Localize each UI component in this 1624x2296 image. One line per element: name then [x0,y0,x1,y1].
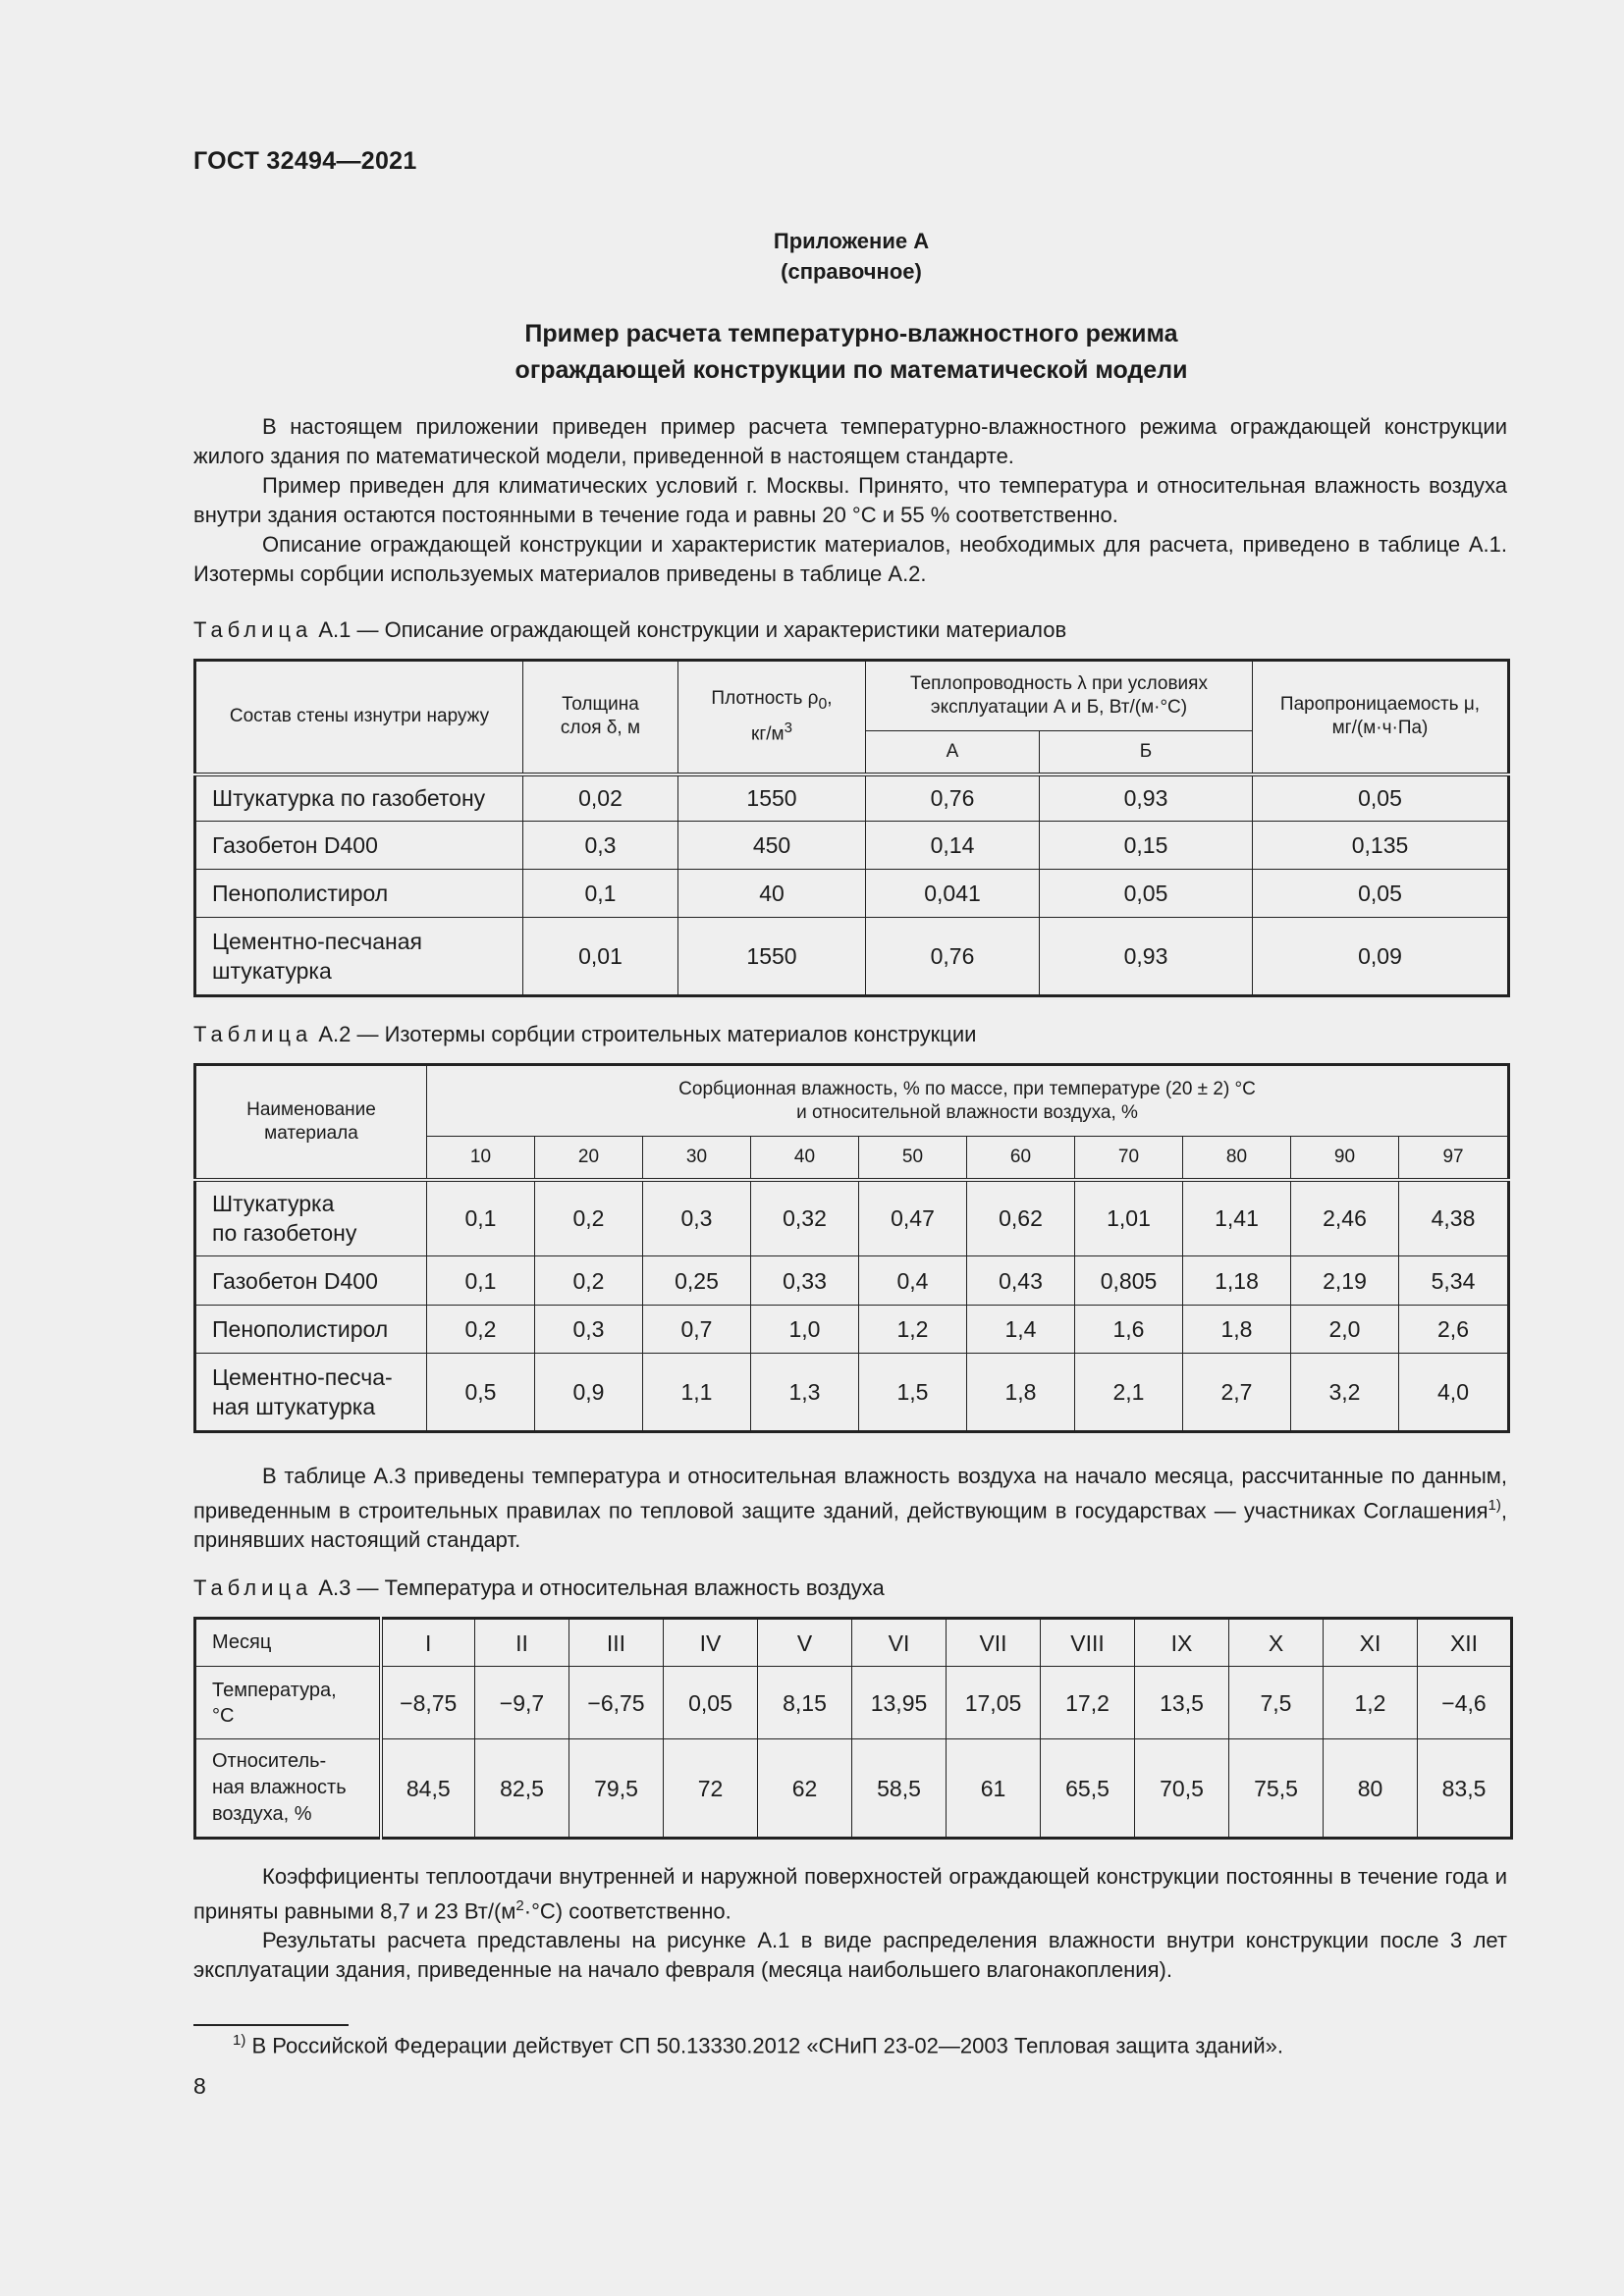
material-name [195,1180,427,1256]
header-permeability: Паропроницаемость μ, мг/(м·ч·Па) [1253,661,1509,774]
intro-paragraph-2: Пример приведен для климатических условий г. Москвы. Принято, что температура и относительная влажность воздуха внутри здания остаются постоянными в течение года и равны 20 °С и 55 % соответственно. [193,473,1507,527]
humidity-cell: 58,5 [852,1739,947,1839]
temperature-cell: 13,5 [1135,1667,1229,1739]
material-name: Пенополистирол [195,870,523,918]
temperature-cell: 17,05 [947,1667,1041,1739]
month-XII: XII [1418,1619,1512,1667]
sorption-cell: 1,8 [967,1354,1075,1432]
caption-word: Таблица [193,617,313,642]
sorption-cell: 1,2 [859,1306,967,1354]
label-humidity [195,1739,381,1839]
table-row [195,822,1509,870]
cell-cond-a: 0,76 [866,918,1040,996]
header-sorption [427,1065,1509,1137]
month-row [195,1619,1512,1667]
annex-type: (справочное) [781,259,922,284]
caption-word: Таблица [193,1575,313,1600]
cell-thickness: 0,02 [523,774,678,822]
header-composition: Состав стены изнутри наружу [195,661,523,774]
month-III: III [569,1619,664,1667]
month-IV: IV [664,1619,758,1667]
label-temperature-line-2: °С [212,1704,235,1727]
density-subscript: 0 [818,695,828,713]
sorption-cell: 0,2 [427,1306,535,1354]
annex-title [193,226,1509,287]
table-row [195,1306,1509,1354]
sorption-cell: 0,7 [643,1306,751,1354]
cell-cond-b: 0,15 [1040,822,1253,870]
sorption-cell: 2,1 [1075,1354,1183,1432]
sorption-cell: 1,3 [751,1354,859,1432]
header-rh-10: 10 [427,1137,535,1180]
table-a2-caption [193,1022,976,1047]
middle-paragraph [193,1462,1507,1555]
sorption-cell: 0,2 [535,1256,643,1306]
humidity-cell: 75,5 [1229,1739,1324,1839]
cell-thickness: 0,3 [523,822,678,870]
material-name [195,1354,427,1432]
sorption-cell: 1,01 [1075,1180,1183,1256]
sorption-cell: 1,5 [859,1354,967,1432]
closing-text [193,1862,1507,1985]
label-temperature [195,1667,381,1739]
table-a1 [193,659,1510,997]
header-rh-20: 20 [535,1137,643,1180]
material-name-line-2: ная штукатурка [212,1394,376,1419]
sorption-cell: 0,62 [967,1180,1075,1256]
sorption-cell: 5,34 [1399,1256,1509,1306]
label-humidity-line-2: ная влажность [212,1777,347,1798]
header-cond-b: Б [1040,731,1253,774]
cell-mu: 0,135 [1253,822,1509,870]
footnote [233,2032,1283,2058]
cell-density: 450 [678,822,866,870]
table-a1-caption [193,617,1066,643]
temperature-cell: −4,6 [1418,1667,1512,1739]
footnote-text: В Российской Федерации действует СП 50.13330.2012 «СНиП 23-02—2003 Тепловая защита зданий». [245,2033,1283,2058]
material-name-line-1: Цементно-песчаная [212,929,423,954]
humidity-cell: 62 [758,1739,852,1839]
temperature-cell: 0,05 [664,1667,758,1739]
header-material: Наименование материала [195,1065,427,1180]
humidity-cell: 84,5 [381,1739,475,1839]
table-row [195,918,1509,996]
cell-mu: 0,09 [1253,918,1509,996]
sorption-cell: 1,41 [1183,1180,1291,1256]
density-unit-sup: 3 [784,719,792,736]
header-rh-90: 90 [1291,1137,1399,1180]
material-name-line-1: Штукатурка [212,1191,335,1217]
cell-density: 1550 [678,774,866,822]
table-a2 [193,1063,1510,1433]
table-a3-caption [193,1575,885,1601]
page-number: 8 [193,2073,206,2099]
intro-text [193,412,1507,589]
intro-paragraph-1: В настоящем приложении приведен пример расчета температурно-влажностного режима ограждающей конструкции жилого здания по математической модели, приведенной в настоящем стандарте. [193,414,1507,468]
temperature-row [195,1667,1512,1739]
humidity-cell: 61 [947,1739,1041,1839]
middle-text-a: В таблице А.3 приведены температура и относительная влажность воздуха на начало месяца, рассчитанные по данным, приведенным в строительных правилах по тепловой защите зданий, действующим в государствах — участниках Соглашения [193,1464,1507,1523]
header-rh-70: 70 [1075,1137,1183,1180]
density-label: Плотность ρ [711,688,819,710]
material-name: Газобетон D400 [195,822,523,870]
humidity-cell: 79,5 [569,1739,664,1839]
material-name: Штукатурка по газобетону [195,774,523,822]
footnote-mark: 1) [233,2032,246,2049]
cell-mu: 0,05 [1253,870,1509,918]
material-name-line-2: штукатурка [212,958,332,984]
title-line-2: ограждающей конструкции по математической модели [514,356,1188,384]
material-name: Газобетон D400 [195,1256,427,1306]
sorption-cell: 1,6 [1075,1306,1183,1354]
sorption-cell: 0,4 [859,1256,967,1306]
header-conductivity: Теплопроводность λ при условиях эксплуатации А и Б, Вт/(м·°С) [866,661,1253,731]
table-a3 [193,1617,1513,1840]
sorption-cell: 2,46 [1291,1180,1399,1256]
sorption-cell: 0,1 [427,1256,535,1306]
title-line-1: Пример расчета температурно-влажностного режима [524,320,1178,347]
temperature-cell: 17,2 [1041,1667,1135,1739]
temperature-cell: −6,75 [569,1667,664,1739]
table-row [195,1180,1509,1256]
sorption-line-1: Сорбционная влажность, % по массе, при температуре (20 ± 2) °С [678,1078,1256,1099]
humidity-cell: 80 [1324,1739,1418,1839]
label-humidity-line-3: воздуха, % [212,1803,312,1825]
label-humidity-line-1: Относитель- [212,1750,327,1772]
temperature-cell: 1,2 [1324,1667,1418,1739]
sorption-cell: 0,3 [535,1306,643,1354]
sorption-cell: 0,2 [535,1180,643,1256]
header-rh-60: 60 [967,1137,1075,1180]
month-VII: VII [947,1619,1041,1667]
closing-text-b: ·°С) соответственно. [523,1898,731,1924]
sorption-cell: 2,7 [1183,1354,1291,1432]
caption-text: А.3 — Температура и относительная влажность воздуха [312,1575,885,1600]
sorption-cell: 0,47 [859,1180,967,1256]
material-name-line-2: по газобетону [212,1220,357,1247]
cell-cond-a: 0,14 [866,822,1040,870]
table-row [195,774,1509,822]
table-row [195,1256,1509,1306]
sorption-cell: 0,5 [427,1354,535,1432]
middle-text [193,1462,1507,1555]
temperature-cell: 7,5 [1229,1667,1324,1739]
header-rh-30: 30 [643,1137,751,1180]
sorption-cell: 0,1 [427,1180,535,1256]
sorption-cell: 2,0 [1291,1306,1399,1354]
month-I: I [381,1619,475,1667]
sorption-cell: 0,9 [535,1354,643,1432]
material-name: Пенополистирол [195,1306,427,1354]
closing-paragraph-1 [193,1862,1507,1926]
document-code: ГОСТ 32494—2021 [193,147,417,175]
humidity-cell: 83,5 [1418,1739,1512,1839]
temperature-cell: −9,7 [475,1667,569,1739]
sorption-cell: 0,32 [751,1180,859,1256]
header-rh-50: 50 [859,1137,967,1180]
caption-word: Таблица [193,1022,313,1046]
closing-text-a: Коэффициенты теплоотдачи внутренней и наружной поверхностей ограждающей конструкции постоянны в течение года и приняты равными 8,7 и 23 Вт/(м [193,1864,1507,1924]
density-unit: кг/м [751,723,785,745]
humidity-cell: 65,5 [1041,1739,1135,1839]
month-VIII: VIII [1041,1619,1135,1667]
sorption-cell: 1,8 [1183,1306,1291,1354]
sorption-cell: 0,43 [967,1256,1075,1306]
header-thickness: Толщина слоя δ, м [523,661,678,774]
temperature-cell: 13,95 [852,1667,947,1739]
intro-paragraph-3: Описание ограждающей конструкции и характеристик материалов, необходимых для расчета, приведено в таблице А.1. Изотермы сорбции используемых материалов приведены в таблице А.2. [193,532,1507,586]
temperature-cell: 8,15 [758,1667,852,1739]
caption-text: А.1 — Описание ограждающей конструкции и характеристики материалов [312,617,1067,642]
sorption-line-2: и относительной влажности воздуха, % [796,1101,1138,1123]
sorption-cell: 1,0 [751,1306,859,1354]
cell-cond-b: 0,93 [1040,918,1253,996]
header-rh-80: 80 [1183,1137,1291,1180]
month-X: X [1229,1619,1324,1667]
header-density [678,661,866,774]
sorption-cell: 0,3 [643,1180,751,1256]
middle-text-b: , принявших настоящий стандарт. [193,1498,1507,1553]
cell-cond-a: 0,76 [866,774,1040,822]
sorption-cell: 1,18 [1183,1256,1291,1306]
annex-label: Приложение А [773,229,930,253]
label-temperature-line-1: Температура, [212,1679,337,1701]
cell-cond-b: 0,93 [1040,774,1253,822]
footnote-ref: 1) [1488,1497,1501,1514]
material-name [195,918,523,996]
caption-text: А.2 — Изотермы сорбции строительных материалов конструкции [312,1022,977,1046]
month-V: V [758,1619,852,1667]
sorption-cell: 1,4 [967,1306,1075,1354]
sorption-cell: 1,1 [643,1354,751,1432]
month-IX: IX [1135,1619,1229,1667]
closing-sup: 2 [515,1897,524,1914]
sorption-cell: 0,33 [751,1256,859,1306]
density-comma: , [827,688,833,710]
label-month: Месяц [195,1619,381,1667]
table-row [195,1354,1509,1432]
cell-density: 40 [678,870,866,918]
header-rh-40: 40 [751,1137,859,1180]
humidity-cell: 82,5 [475,1739,569,1839]
footnote-divider [193,2024,349,2026]
humidity-cell: 70,5 [1135,1739,1229,1839]
header-cond-a: А [866,731,1040,774]
sorption-cell: 3,2 [1291,1354,1399,1432]
humidity-row [195,1739,1512,1839]
table-row [195,870,1509,918]
month-II: II [475,1619,569,1667]
cell-density: 1550 [678,918,866,996]
cell-mu: 0,05 [1253,774,1509,822]
month-VI: VI [852,1619,947,1667]
section-title [193,316,1509,389]
cell-cond-a: 0,041 [866,870,1040,918]
temperature-cell: −8,75 [381,1667,475,1739]
humidity-cell: 72 [664,1739,758,1839]
cell-thickness: 0,1 [523,870,678,918]
cell-thickness: 0,01 [523,918,678,996]
sorption-cell: 2,19 [1291,1256,1399,1306]
material-name-line-1: Цементно-песча- [212,1364,393,1390]
sorption-cell: 4,38 [1399,1180,1509,1256]
closing-paragraph-2: Результаты расчета представлены на рисунке А.1 в виде распределения влажности внутри конструкции после 3 лет эксплуатации здания, приведенные на начало февраля (месяца наибольшего влагонакопления). [193,1928,1507,1983]
sorption-cell: 2,6 [1399,1306,1509,1354]
sorption-cell: 4,0 [1399,1354,1509,1432]
sorption-cell: 0,25 [643,1256,751,1306]
sorption-cell: 0,805 [1075,1256,1183,1306]
cell-cond-b: 0,05 [1040,870,1253,918]
month-XI: XI [1324,1619,1418,1667]
header-rh-97: 97 [1399,1137,1509,1180]
